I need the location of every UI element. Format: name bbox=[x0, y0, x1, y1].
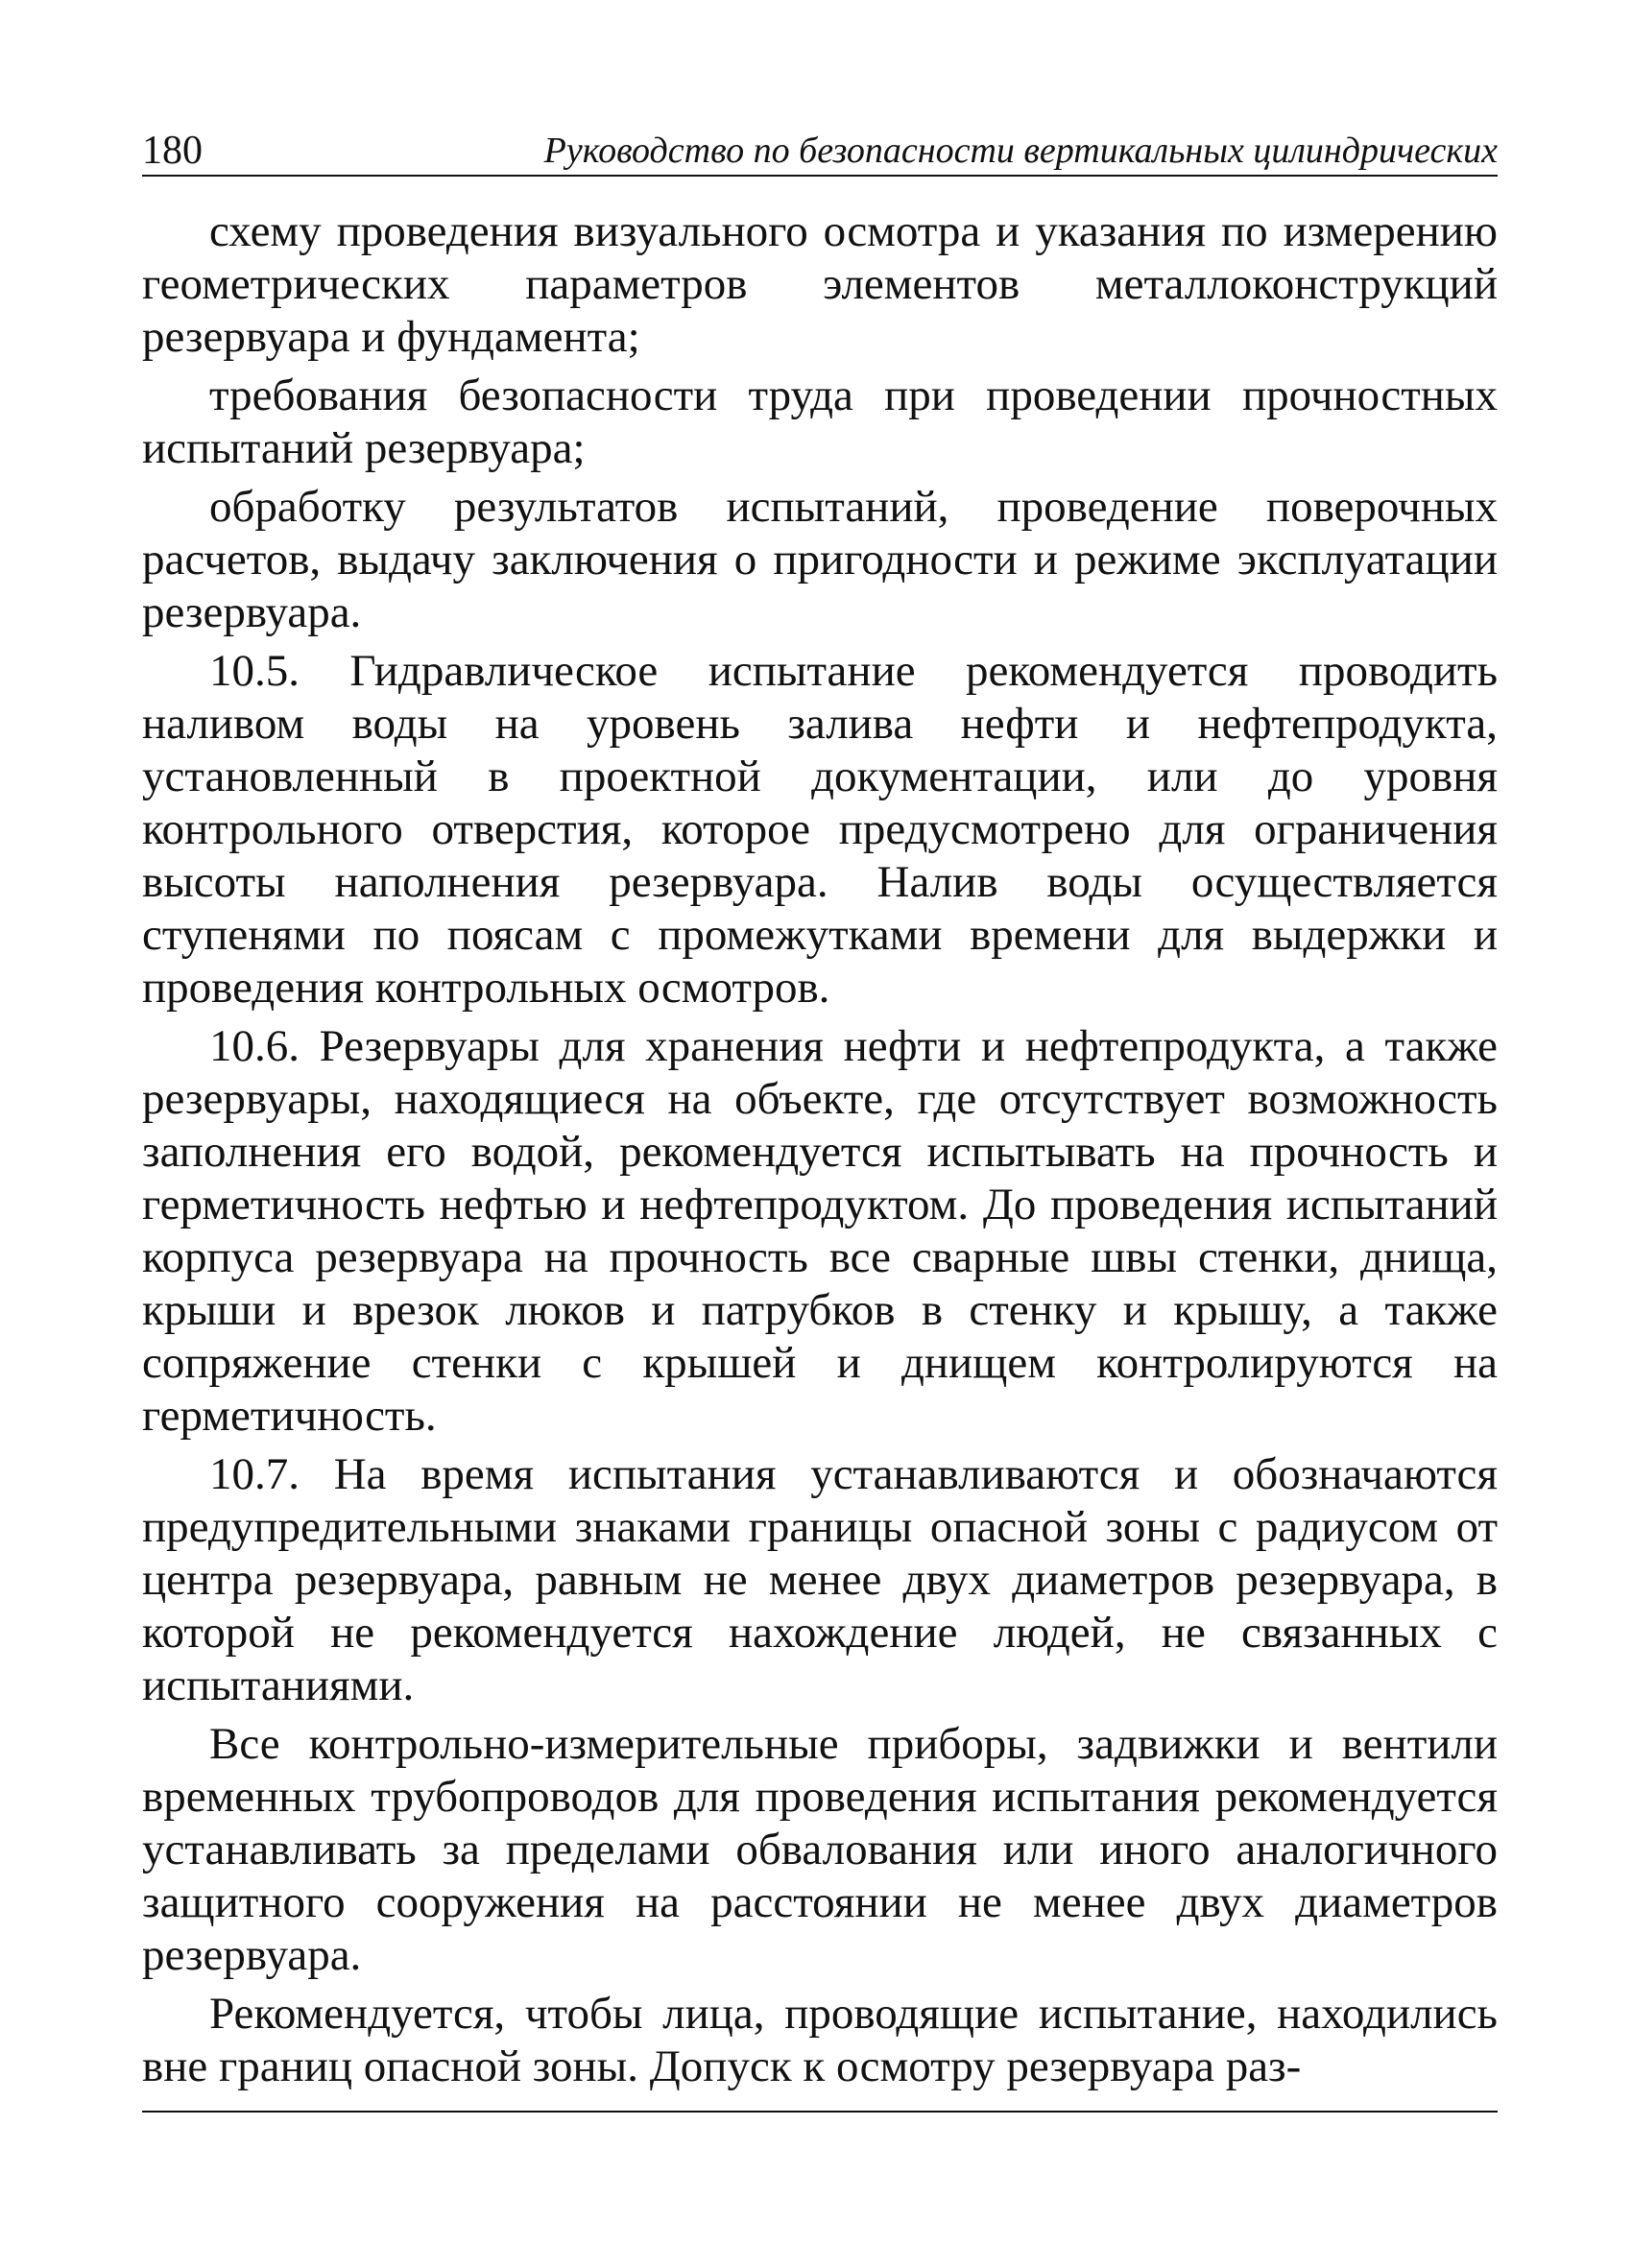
body-text bbox=[142, 177, 1498, 2093]
bottom-rule bbox=[142, 2111, 1498, 2113]
paragraph: Рекомендуется, чтобы лица, проводящие испытание, находились вне границ опасной зоны. Допуск к осмотру резервуара раз- bbox=[142, 1989, 1498, 2091]
paragraph: обработку результатов испытаний, проведение поверочных расчетов, выдачу заключения о пригодности и режиме эксплуатации резервуара. bbox=[142, 482, 1498, 637]
paragraph: требования безопасности труда при проведении прочностных испытаний резервуара; bbox=[142, 370, 1498, 473]
paragraph-10-5: 10.5. Гидравлическое испытание рекомендуется проводить наливом воды на уровень залива нефти и нефтепродукта, установленный в проектной документации, или до уровня контрольного отверстия, которое предусмотрено для ограничения высоты наполнения резервуара. Налив воды осуществляется ступенями по поясам с промежутками времени для выдержки и проведения контрольных осмотров. bbox=[142, 646, 1498, 1013]
paragraph: схему проведения визуального осмотра и указания по измерению геометрических параметров элементов металлоконструкций резервуара и фундамента; bbox=[142, 206, 1498, 362]
document-page bbox=[142, 117, 1498, 2113]
running-title: Руководство по безопасности вертикальных цилиндрических bbox=[543, 131, 1498, 171]
paragraph: Все контрольно-измерительные приборы, задвижки и вентили временных трубопроводов для проведения испытания рекомендуется устанавливать за пределами обвалования или иного аналогичного защитного сооружения на расстоянии не менее двух диаметров резервуара. bbox=[142, 1719, 1498, 1980]
paragraph-10-7: 10.7. На время испытания устанавливаются и обозначаются предупредительными знаками границы опасной зоны с радиусом от центра резервуара, равным не менее двух диаметров резервуара, в которой не рекомендуется нахождение людей, не связанных с испытаниями. bbox=[142, 1449, 1498, 1710]
running-header bbox=[142, 117, 1498, 177]
page-number: 180 bbox=[142, 129, 203, 173]
paragraph-10-6: 10.6. Резервуары для хранения нефти и нефтепродукта, а также резервуары, находящиеся на объекте, где отсутствует возможность заполнения его водой, рекомендуется испытывать на прочность и герметичность нефтью и нефтепродуктом. До проведения испытаний корпуса резервуара на прочность все сварные швы стенки, днища, крыши и врезок люков и патрубков в стенку и крышу, а также сопряжение стенки с крышей и днищем контролируются на герметичность. bbox=[142, 1021, 1498, 1441]
